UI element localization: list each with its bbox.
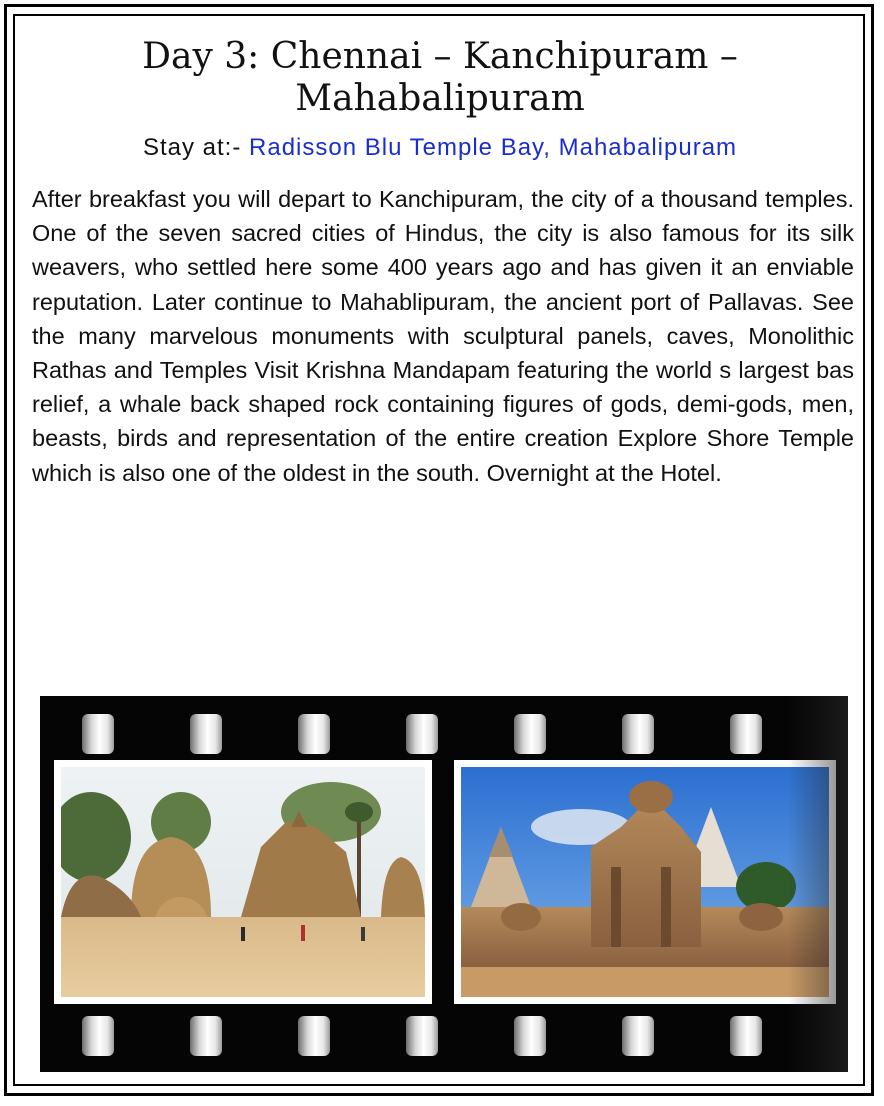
- hotel-name: Radisson Blu Temple Bay, Mahabalipuram: [249, 134, 738, 161]
- film-hole: [730, 714, 762, 754]
- film-hole: [514, 714, 546, 754]
- pancha-rathas-image: [61, 767, 425, 997]
- kailasanathar-temple-photo: [461, 767, 829, 997]
- pancha-rathas-photo: [61, 767, 425, 997]
- film-hole: [730, 1016, 762, 1056]
- stay-line: [20, 134, 860, 162]
- film-hole: [622, 1016, 654, 1056]
- stay-label: Stay at:-: [142, 134, 242, 161]
- film-hole: [190, 1016, 222, 1056]
- photo-frame-right: [454, 760, 836, 1004]
- film-hole: [298, 1016, 330, 1056]
- film-hole: [514, 1016, 546, 1056]
- kailasanathar-temple-image: [461, 767, 829, 997]
- film-hole: [406, 1016, 438, 1056]
- film-hole: [82, 1016, 114, 1056]
- itinerary-description: After breakfast you will depart to Kanchipuram, the city of a thousand temples. One of the seven sacred cities of Hindus, the city is also famous for its silk weavers, who settled here some 400 years ago and has given it an enviable reputation. Later continue to Mahablipuram, the ancient port of Pallavas. See the many marvelous monuments with sculptural panels, caves, Monolithic Rathas and Temples Visit Krishna Mandapam featuring the world s largest bas relief, a whale back shaped rock containing figures of gods, demi-gods, men, beasts, birds and representation of the entire creation Explore Shore Temple which is also one of the oldest in the south. Overnight at the Hotel.: [32, 186, 854, 486]
- film-holes-bottom: [40, 1016, 848, 1056]
- film-holes-top: [40, 714, 848, 754]
- film-hole: [82, 714, 114, 754]
- photo-frame-left: [54, 760, 432, 1004]
- film-hole: [190, 714, 222, 754]
- page-title: Day 3: Chennai – Kanchipuram – Mahabalipuram: [142, 36, 738, 119]
- film-hole: [622, 714, 654, 754]
- film-hole: [298, 714, 330, 754]
- film-hole: [406, 714, 438, 754]
- filmstrip: [40, 696, 848, 1072]
